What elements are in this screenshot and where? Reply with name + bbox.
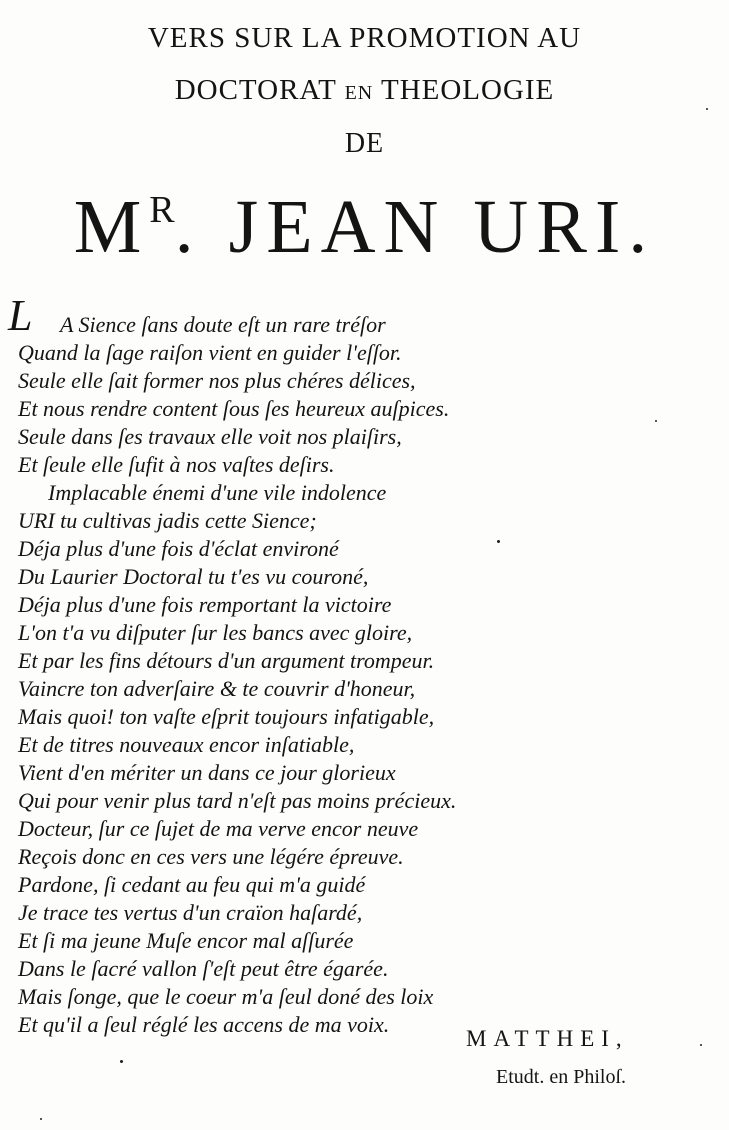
scan-speck [706,108,708,110]
drop-cap: L [8,291,33,340]
title-word-doctorat: DOCTORAT [174,74,337,106]
verse-line: Et ſi ma jeune Muſe encor mal aſſurée [18,928,354,953]
verse-line: Déja plus d'une fois remportant la victoire [18,592,392,617]
verse-line: Pardone, ſi cedant au feu qui m'a guidé [18,872,366,897]
title-line-1: VERS SUR LA PROMOTION AU [147,22,582,54]
honoree-name-text: . JEAN URI. [174,185,656,269]
honoree-prefix: M [73,185,150,269]
scan-speck [497,540,500,543]
verse-line: Je trace tes vertus d'un craïon haſardé, [18,900,363,925]
verse-line: URI tu cultivas jadis cette Sience; [18,508,317,533]
verse-line: Et nous rendre content ſous ſes heureux auſpices. [18,396,450,421]
verse-line: Mais quoi! ton vaſte eſprit toujours infatigable, [18,704,435,729]
verse-line: Et ſeule elle ſufit à nos vaſtes deſirs. [18,452,335,477]
title-line-2 [0,74,729,107]
honoree-prefix-sup: R [149,189,175,231]
verse-line: A Sience ſans doute eſt un rare tréſor [60,312,386,337]
honoree-name [0,184,729,271]
verse-line: Qui pour venir plus tard n'eſt pas moins précieux. [18,788,457,813]
verse-line: Et qu'il a ſeul réglé les accens de ma voix. [18,1012,390,1037]
verse-line: Seule elle ſait former nos plus chéres délices, [18,368,416,393]
verse-line: Vaincre ton adverſaire & te couvrir d'honeur, [18,676,416,701]
title-word-theologie: THEOLOGIE [380,74,555,106]
verse-line: Et par les fins détours d'un argument trompeur. [18,648,435,673]
signature-title: Etudt. en Philoſ. [496,1066,626,1088]
title-line-3: DE [344,128,385,159]
verse-line: Et de titres nouveaux encor inſatiable, [18,732,355,757]
verse-line: L'on t'a vu diſputer ſur les bancs avec gloire, [18,620,413,645]
verse-line: Seule dans ſes travaux elle voit nos plaiſirs, [18,424,402,449]
scan-speck [700,1044,702,1046]
verse-line: Docteur, ſur ce ſujet de ma verve encor neuve [18,816,419,841]
verse-line: Reçois donc en ces vers une légére épreuve. [18,844,404,869]
verse-line: Quand la ſage raiſon vient en guider l'eſſor. [18,340,402,365]
verse-line: Déja plus d'une fois d'éclat environé [18,536,339,561]
verse-line: Vient d'en mériter un dans ce jour glorieux [18,760,396,785]
verse-line: Dans le ſacré vallon ſ'eſt peut être égarée. [18,956,389,981]
signature-name: MATTHEI, [466,1026,629,1051]
scan-speck [120,1060,123,1063]
verse-line: Du Laurier Doctoral tu t'es vu couroné, [18,564,369,589]
verse-line: Implacable énemi d'une vile indolence [48,480,387,505]
scan-speck [40,1118,42,1120]
title-word-en: EN [344,82,374,104]
verse-line: Mais ſonge, que le coeur m'a ſeul doné des loix [18,984,434,1009]
scan-speck [655,420,657,422]
